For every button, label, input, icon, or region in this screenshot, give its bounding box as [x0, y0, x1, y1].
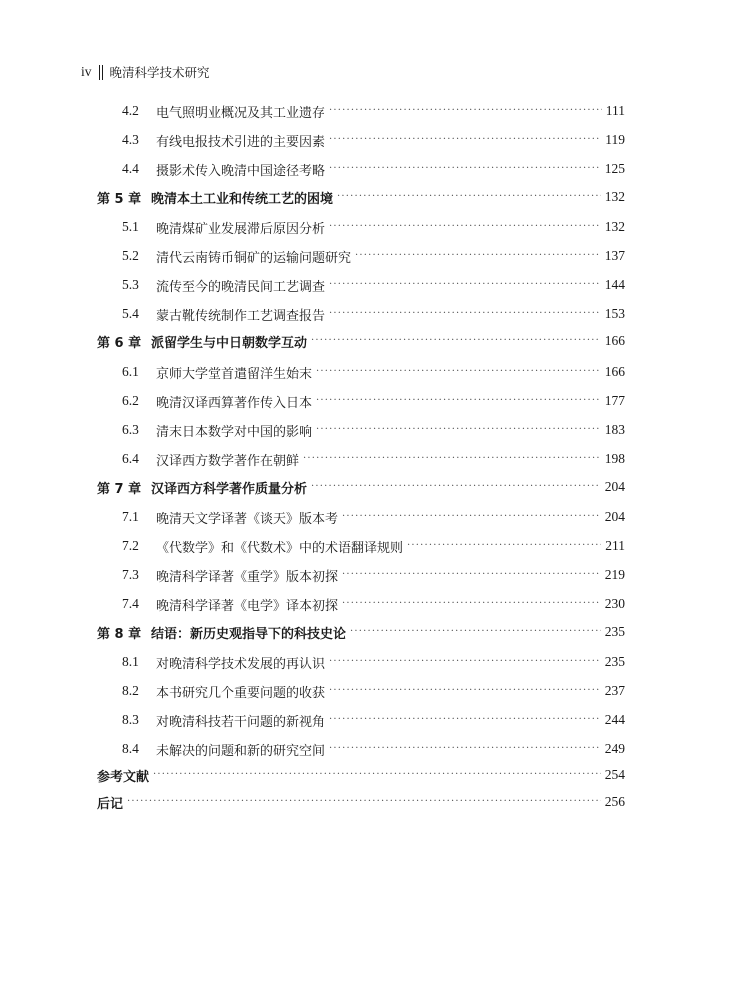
toc-entry-title: 派留学生与中日朝数学互动: [151, 335, 308, 351]
toc-entry-page: 235: [604, 654, 625, 669]
toc-entry-number: 6.2: [122, 393, 139, 408]
book-title: 晚清科学技术研究: [109, 65, 210, 80]
toc-entry-title: 《代数学》和《代数术》中的术语翻译规则: [156, 540, 404, 556]
toc-subsection-entry: [0, 680, 729, 702]
toc-leader-dots: [342, 564, 601, 586]
toc-leader-dots: [316, 361, 601, 383]
toc-chapter-entry: [0, 621, 729, 643]
toc-entry-number: 6.1: [122, 364, 139, 379]
toc-entry-number: 第 5 章: [97, 191, 142, 207]
toc-entry-page: 237: [604, 683, 625, 698]
toc-section-entry: [0, 764, 729, 786]
toc-entry-title: 清代云南铸币铜矿的运输问题研究: [156, 250, 352, 266]
toc-leader-dots: [329, 709, 601, 731]
toc-subsection-entry: [0, 216, 729, 238]
toc-leader-dots: [355, 245, 601, 267]
toc-entry-title: 晚清科学译著《电学》译本初探: [156, 598, 339, 614]
toc-entry-number: 4.3: [122, 132, 139, 147]
toc-leader-dots: [153, 764, 601, 786]
toc-leader-dots: [329, 303, 601, 325]
toc-subsection-entry: [0, 593, 729, 615]
toc-entry-page: 119: [605, 132, 625, 147]
toc-entry-number: 8.3: [122, 712, 139, 727]
toc-entry-title: 流传至今的晚清民间工艺调查: [156, 279, 326, 295]
toc-entry-page: 254: [604, 767, 625, 782]
toc-entry-page: 230: [604, 596, 625, 611]
toc-subsection-entry: [0, 129, 729, 151]
toc-subsection-entry: [0, 274, 729, 296]
toc-leader-dots: [311, 476, 601, 498]
toc-entry-number: 8.2: [122, 683, 139, 698]
toc-leader-dots: [329, 216, 601, 238]
toc-leader-dots: [342, 593, 601, 615]
toc-entry-page: 132: [604, 219, 625, 234]
toc-entry-page: 144: [604, 277, 625, 292]
toc-leader-dots: [329, 100, 602, 122]
toc-subsection-entry: [0, 303, 729, 325]
toc-subsection-entry: [0, 245, 729, 267]
toc-leader-dots: [311, 330, 601, 352]
toc-chapter-entry: [0, 330, 729, 352]
toc-entry-page: 249: [604, 741, 625, 756]
toc-section-entry: [0, 791, 729, 813]
toc-entry-number: 8.1: [122, 654, 139, 669]
toc-entry-page: 198: [604, 451, 625, 466]
toc-entry-page: 219: [604, 567, 625, 582]
toc-entry-page: 111: [605, 103, 625, 118]
toc-entry-number: 7.2: [122, 538, 139, 553]
toc-entry-page: 153: [604, 306, 625, 321]
toc-entry-title: 晚清煤矿业发展滞后原因分析: [156, 221, 326, 237]
toc-entry-number: 5.1: [122, 219, 139, 234]
toc-entry-page: 125: [604, 161, 625, 176]
toc-subsection-entry: [0, 651, 729, 673]
toc-entry-title: 电气照明业概况及其工业遗存: [156, 105, 326, 121]
toc-entry-number: 第 7 章: [97, 481, 142, 497]
toc-subsection-entry: [0, 709, 729, 731]
toc-leader-dots: [337, 186, 601, 208]
toc-leader-dots: [350, 621, 601, 643]
toc-entry-page: 204: [604, 479, 625, 494]
toc-entry-number: 8.4: [122, 741, 139, 756]
toc-entry-title: 清末日本数学对中国的影响: [156, 424, 313, 440]
toc-subsection-entry: [0, 738, 729, 760]
toc-entry-title: 对晚清科技若干问题的新视角: [156, 714, 326, 730]
toc-entry-page: 244: [604, 712, 625, 727]
toc-subsection-entry: [0, 158, 729, 180]
toc-entry-title: 晚清天文学译著《谈天》版本考: [156, 511, 339, 527]
toc-leader-dots: [342, 506, 601, 528]
toc-entry-title: 结语：新历史观指导下的科技史论: [151, 626, 347, 642]
toc-entry-number: 4.4: [122, 161, 139, 176]
toc-entry-page: 183: [604, 422, 625, 437]
toc-subsection-entry: [0, 361, 729, 383]
toc-entry-title: 后记: [97, 796, 124, 812]
toc-entry-page: 204: [604, 509, 625, 524]
toc-entry-page: 132: [604, 189, 625, 204]
toc-subsection-entry: [0, 506, 729, 528]
toc-entry-page: 166: [604, 364, 625, 379]
toc-entry-page: 166: [604, 333, 625, 348]
toc-leader-dots: [329, 738, 601, 760]
toc-entry-number: 5.4: [122, 306, 139, 321]
toc-entry-title: 晚清科学译著《重学》版本初探: [156, 569, 339, 585]
toc-leader-dots: [329, 274, 601, 296]
toc-entry-number: 4.2: [122, 103, 139, 118]
header-divider: [99, 65, 103, 80]
toc-subsection-entry: [0, 448, 729, 470]
toc-leader-dots: [303, 448, 601, 470]
toc-subsection-entry: [0, 390, 729, 412]
toc-leader-dots: [329, 651, 601, 673]
toc-entry-title: 本书研究几个重要问题的收获: [156, 685, 326, 701]
toc-entry-number: 6.3: [122, 422, 139, 437]
toc-entry-title: 汉译西方科学著作质量分析: [151, 481, 308, 497]
toc-entry-number: 第 8 章: [97, 626, 142, 642]
toc-entry-title: 晚清汉译西算著作传入日本: [156, 395, 313, 411]
toc-entry-number: 7.4: [122, 596, 139, 611]
toc-chapter-entry: [0, 476, 729, 498]
toc-chapter-entry: [0, 186, 729, 208]
toc-leader-dots: [127, 791, 601, 813]
toc-leader-dots: [407, 535, 601, 557]
toc-entry-title: 蒙古靴传统制作工艺调查报告: [156, 308, 326, 324]
toc-subsection-entry: [0, 419, 729, 441]
toc-entry-page: 256: [604, 794, 625, 809]
toc-leader-dots: [316, 419, 601, 441]
toc-entry-number: 7.1: [122, 509, 139, 524]
toc-leader-dots: [329, 680, 601, 702]
toc-subsection-entry: [0, 564, 729, 586]
toc-leader-dots: [329, 158, 601, 180]
toc-entry-title: 京师大学堂首遣留洋生始末: [156, 366, 313, 382]
running-header: [81, 62, 210, 82]
toc-entry-title: 参考文献: [97, 769, 150, 785]
toc-subsection-entry: [0, 100, 729, 122]
toc-entry-number: 5.3: [122, 277, 139, 292]
toc-entry-page: 137: [604, 248, 625, 263]
toc-entry-number: 6.4: [122, 451, 139, 466]
toc-entry-number: 第 6 章: [97, 335, 142, 351]
toc-leader-dots: [316, 390, 601, 412]
toc-entry-title: 有线电报技术引进的主要因素: [156, 134, 326, 150]
toc-subsection-entry: [0, 535, 729, 557]
toc-entry-title: 对晚清科学技术发展的再认识: [156, 656, 326, 672]
toc-entry-title: 晚清本土工业和传统工艺的困境: [151, 191, 334, 207]
toc-entry-number: 7.3: [122, 567, 139, 582]
toc-entry-title: 汉译西方数学著作在朝鲜: [156, 453, 300, 469]
toc-leader-dots: [329, 129, 601, 151]
page-number: iv: [81, 64, 92, 79]
toc-entry-page: 177: [604, 393, 625, 408]
toc-entry-number: 5.2: [122, 248, 139, 263]
toc-entry-page: 211: [605, 538, 625, 553]
toc-entry-title: 摄影术传入晚清中国途径考略: [156, 163, 326, 179]
toc-entry-title: 未解决的问题和新的研究空间: [156, 743, 326, 759]
toc-entry-page: 235: [604, 624, 625, 639]
